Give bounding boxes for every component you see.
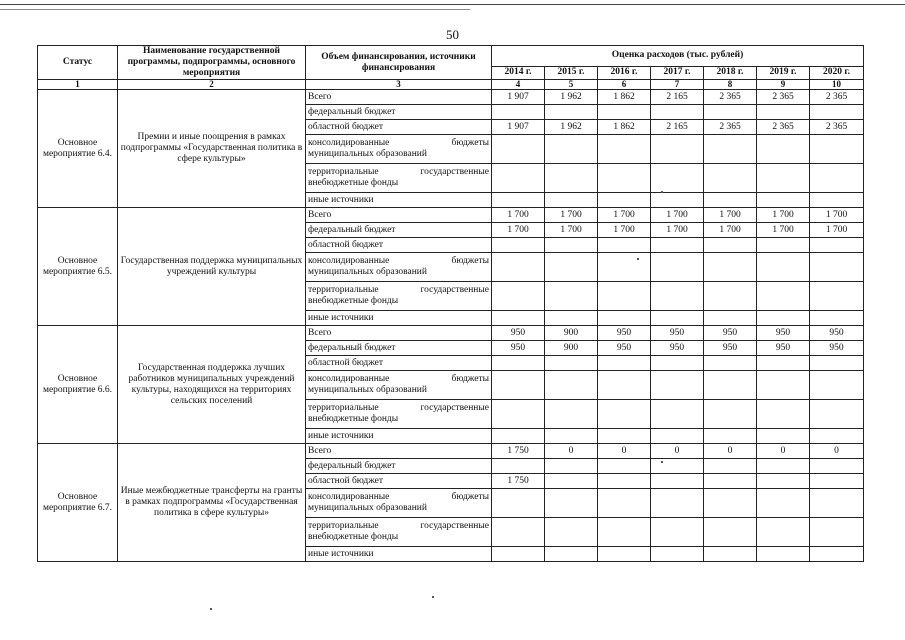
value-cell [704, 193, 757, 208]
value-cell: 0 [545, 444, 598, 459]
value-cell: 950 [704, 341, 757, 356]
value-cell [757, 311, 810, 326]
source-text: государственные [420, 167, 489, 177]
value-cell [704, 356, 757, 371]
value-cell [810, 547, 864, 562]
value-cell [757, 164, 810, 193]
header-year: 2015 г. [545, 66, 598, 79]
value-cell: 950 [651, 341, 704, 356]
source-text: бюджеты [451, 374, 489, 384]
value-cell: 1 700 [492, 223, 545, 238]
value-cell [704, 311, 757, 326]
value-cell [651, 282, 704, 311]
value-cell [545, 400, 598, 429]
value-cell: 950 [757, 326, 810, 341]
value-cell [810, 238, 864, 253]
value-cell [492, 105, 545, 120]
value-cell [810, 400, 864, 429]
value-cell [598, 105, 651, 120]
value-cell [545, 311, 598, 326]
page-number: 50 [446, 27, 459, 42]
value-cell [757, 193, 810, 208]
value-cell [651, 371, 704, 400]
value-cell [810, 282, 864, 311]
value-cell [704, 135, 757, 164]
value-cell [492, 253, 545, 282]
source-text: консолидированные [308, 138, 390, 148]
value-cell [704, 400, 757, 429]
value-cell: 2 365 [704, 120, 757, 135]
source-text: территориальные [308, 285, 379, 295]
value-cell [492, 489, 545, 518]
value-cell [651, 429, 704, 444]
value-cell [704, 282, 757, 311]
source-cell [306, 400, 492, 429]
value-cell [757, 282, 810, 311]
value-cell: 2 365 [810, 90, 864, 105]
source-cell [306, 518, 492, 547]
source-text: территориальные [308, 521, 379, 531]
value-cell [757, 356, 810, 371]
value-cell [651, 164, 704, 193]
table-row [38, 90, 864, 105]
value-cell: 1 700 [757, 208, 810, 223]
value-cell [492, 282, 545, 311]
value-cell: 2 365 [704, 90, 757, 105]
column-number-row [38, 80, 864, 90]
value-cell [651, 238, 704, 253]
value-cell [492, 311, 545, 326]
column-number: 8 [704, 80, 757, 90]
value-cell [757, 238, 810, 253]
measure-name-cell: Государственная поддержка лучших работников муниципальных учреждений культуры, находящихся на территориях сельских поселений [118, 326, 306, 444]
column-number: 5 [545, 80, 598, 90]
value-cell [757, 429, 810, 444]
source-cell: федеральный бюджет [306, 223, 492, 238]
value-cell: 950 [810, 341, 864, 356]
value-cell [598, 253, 651, 282]
value-cell [757, 371, 810, 400]
measure-name-cell: Премии и иные поощрения в рамках подпрограммы «Государственная политика в сфере культуры» [118, 90, 306, 208]
header-name: Наименование государственной программы, подпрограммы, основного мероприятия [118, 46, 306, 80]
table-row [38, 444, 864, 459]
value-cell: 1 700 [651, 223, 704, 238]
source-cell: Всего [306, 444, 492, 459]
value-cell [704, 105, 757, 120]
source-cell [306, 135, 492, 164]
source-text: муниципальных образований [308, 267, 427, 277]
value-cell [545, 518, 598, 547]
source-cell [306, 164, 492, 193]
value-cell [545, 547, 598, 562]
value-cell [545, 238, 598, 253]
value-cell: 2 165 [651, 90, 704, 105]
value-cell: 0 [651, 444, 704, 459]
column-number: 4 [492, 80, 545, 90]
source-text: консолидированные [308, 256, 390, 266]
value-cell [598, 356, 651, 371]
source-cell: иные источники [306, 311, 492, 326]
status-cell: Основное мероприятие 6.5. [38, 208, 118, 326]
value-cell [598, 164, 651, 193]
source-cell: областной бюджет [306, 238, 492, 253]
column-number: 1 [38, 80, 118, 90]
column-number: 6 [598, 80, 651, 90]
value-cell [598, 282, 651, 311]
source-cell: Всего [306, 90, 492, 105]
value-cell: 950 [492, 326, 545, 341]
value-cell: 1 862 [598, 120, 651, 135]
header-year: 2014 г. [492, 66, 545, 79]
value-cell: 0 [757, 444, 810, 459]
value-cell [704, 238, 757, 253]
value-cell [492, 429, 545, 444]
value-cell: 950 [492, 341, 545, 356]
value-cell: 1 700 [598, 223, 651, 238]
source-text: бюджеты [451, 492, 489, 502]
value-cell [492, 164, 545, 193]
value-cell [810, 105, 864, 120]
source-cell [306, 371, 492, 400]
source-text: территориальные [308, 403, 379, 413]
value-cell [598, 429, 651, 444]
value-cell [598, 518, 651, 547]
value-cell [492, 400, 545, 429]
source-text: государственные [420, 403, 489, 413]
value-cell [545, 429, 598, 444]
scan-speck [661, 461, 663, 463]
value-cell: 1 907 [492, 90, 545, 105]
value-cell [651, 474, 704, 489]
source-cell: иные источники [306, 193, 492, 208]
value-cell [492, 518, 545, 547]
source-cell [306, 489, 492, 518]
top-rule [0, 4, 905, 5]
value-cell: 1 750 [492, 444, 545, 459]
value-cell: 0 [598, 444, 651, 459]
value-cell [598, 238, 651, 253]
source-text: внебюджетные фонды [308, 296, 399, 306]
column-number: 10 [810, 80, 864, 90]
value-cell [651, 400, 704, 429]
value-cell: 1 700 [757, 223, 810, 238]
source-text: внебюджетные фонды [308, 532, 399, 542]
value-cell [598, 400, 651, 429]
source-text: консолидированные [308, 492, 390, 502]
top-rule-secondary [0, 9, 470, 10]
value-cell: 0 [704, 444, 757, 459]
value-cell [492, 547, 545, 562]
value-cell [704, 371, 757, 400]
scan-speck [661, 191, 663, 193]
value-cell: 1 700 [651, 208, 704, 223]
value-cell: 1 700 [598, 208, 651, 223]
value-cell [545, 282, 598, 311]
status-cell: Основное мероприятие 6.6. [38, 326, 118, 444]
value-cell [598, 371, 651, 400]
value-cell: 1 700 [810, 223, 864, 238]
value-cell [810, 356, 864, 371]
value-cell [704, 489, 757, 518]
source-text: внебюджетные фонды [308, 178, 399, 188]
source-text: муниципальных образований [308, 503, 427, 513]
source-cell: областной бюджет [306, 356, 492, 371]
value-cell [651, 518, 704, 547]
header-year: 2019 г. [757, 66, 810, 79]
value-cell: 900 [545, 326, 598, 341]
value-cell: 1 700 [492, 208, 545, 223]
value-cell [598, 311, 651, 326]
scan-speck [637, 258, 639, 260]
header-year: 2018 г. [704, 66, 757, 79]
scan-speck [210, 608, 212, 610]
source-cell: Всего [306, 208, 492, 223]
value-cell [492, 356, 545, 371]
value-cell [492, 371, 545, 400]
source-text: территориальные [308, 167, 379, 177]
value-cell [757, 489, 810, 518]
source-text: бюджеты [451, 138, 489, 148]
value-cell [651, 193, 704, 208]
value-cell [492, 459, 545, 474]
status-cell: Основное мероприятие 6.4. [38, 90, 118, 208]
source-cell: иные источники [306, 547, 492, 562]
value-cell [757, 547, 810, 562]
value-cell [810, 253, 864, 282]
value-cell: 1 862 [598, 90, 651, 105]
value-cell: 950 [651, 326, 704, 341]
value-cell [598, 459, 651, 474]
value-cell [651, 135, 704, 164]
source-text: внебюджетные фонды [308, 414, 399, 424]
value-cell [810, 311, 864, 326]
value-cell: 950 [598, 326, 651, 341]
value-cell [492, 238, 545, 253]
value-cell [651, 547, 704, 562]
source-cell: федеральный бюджет [306, 341, 492, 356]
table-row [38, 326, 864, 341]
measure-name-cell: Государственная поддержка муниципальных учреждений культуры [118, 208, 306, 326]
header-year: 2020 г. [810, 66, 864, 79]
value-cell [704, 518, 757, 547]
value-cell [545, 356, 598, 371]
value-cell [492, 135, 545, 164]
budget-table [37, 45, 864, 562]
value-cell [757, 459, 810, 474]
header-year: 2016 г. [598, 66, 651, 79]
value-cell [810, 429, 864, 444]
value-cell: 1 700 [545, 223, 598, 238]
table-row [38, 208, 864, 223]
header-estimate: Оценка расходов (тыс. рублей) [492, 46, 864, 67]
value-cell [704, 253, 757, 282]
value-cell [545, 193, 598, 208]
value-cell [545, 135, 598, 164]
value-cell: 1 700 [704, 223, 757, 238]
value-cell: 950 [810, 326, 864, 341]
column-number: 9 [757, 80, 810, 90]
value-cell [704, 429, 757, 444]
value-cell [598, 489, 651, 518]
source-cell [306, 253, 492, 282]
value-cell: 2 365 [757, 120, 810, 135]
value-cell [651, 311, 704, 326]
value-cell [598, 547, 651, 562]
value-cell [757, 518, 810, 547]
measure-name-cell: Иные межбюджетные трансферты на гранты в рамках подпрограммы «Государственная политика в сфере культуры» [118, 444, 306, 562]
value-cell [545, 164, 598, 193]
value-cell: 1 700 [545, 208, 598, 223]
value-cell: 1 907 [492, 120, 545, 135]
value-cell: 950 [757, 341, 810, 356]
value-cell [651, 253, 704, 282]
value-cell [810, 459, 864, 474]
source-text: государственные [420, 285, 489, 295]
value-cell [598, 474, 651, 489]
value-cell [651, 459, 704, 474]
value-cell: 900 [545, 341, 598, 356]
value-cell [704, 459, 757, 474]
source-text: государственные [420, 521, 489, 531]
value-cell [545, 105, 598, 120]
value-cell: 950 [598, 341, 651, 356]
source-cell: Всего [306, 326, 492, 341]
value-cell [545, 459, 598, 474]
source-text: муниципальных образований [308, 385, 427, 395]
value-cell [545, 253, 598, 282]
value-cell: 2 365 [757, 90, 810, 105]
value-cell [810, 164, 864, 193]
value-cell [598, 135, 651, 164]
value-cell [810, 518, 864, 547]
source-cell: иные источники [306, 429, 492, 444]
value-cell [598, 193, 651, 208]
source-cell: федеральный бюджет [306, 105, 492, 120]
header-source: Объем финансирования, источники финансирования [306, 46, 492, 80]
source-text: консолидированные [308, 374, 390, 384]
value-cell [651, 356, 704, 371]
value-cell [704, 164, 757, 193]
source-cell [306, 282, 492, 311]
header-year: 2017 г. [651, 66, 704, 79]
value-cell [545, 489, 598, 518]
scan-speck [432, 596, 434, 598]
value-cell [651, 105, 704, 120]
value-cell: 0 [810, 444, 864, 459]
value-cell [757, 135, 810, 164]
column-number: 2 [118, 80, 306, 90]
value-cell: 1 962 [545, 90, 598, 105]
value-cell [810, 489, 864, 518]
value-cell: 1 962 [545, 120, 598, 135]
source-cell: федеральный бюджет [306, 459, 492, 474]
value-cell [545, 371, 598, 400]
value-cell: 1 700 [704, 208, 757, 223]
value-cell [757, 400, 810, 429]
header-status: Статус [38, 46, 118, 80]
value-cell: 2 365 [810, 120, 864, 135]
value-cell [545, 474, 598, 489]
value-cell: 2 165 [651, 120, 704, 135]
value-cell [757, 474, 810, 489]
source-text: муниципальных образований [308, 149, 427, 159]
value-cell [810, 474, 864, 489]
value-cell [810, 193, 864, 208]
value-cell [757, 105, 810, 120]
value-cell [651, 489, 704, 518]
value-cell: 1 700 [810, 208, 864, 223]
value-cell [810, 371, 864, 400]
source-text: бюджеты [451, 256, 489, 266]
column-number: 3 [306, 80, 492, 90]
source-cell: областной бюджет [306, 474, 492, 489]
value-cell [704, 474, 757, 489]
value-cell [704, 547, 757, 562]
source-cell: областной бюджет [306, 120, 492, 135]
column-number: 7 [651, 80, 704, 90]
value-cell: 1 750 [492, 474, 545, 489]
value-cell [492, 193, 545, 208]
value-cell [810, 135, 864, 164]
value-cell: 950 [704, 326, 757, 341]
status-cell: Основное мероприятие 6.7. [38, 444, 118, 562]
value-cell [757, 253, 810, 282]
